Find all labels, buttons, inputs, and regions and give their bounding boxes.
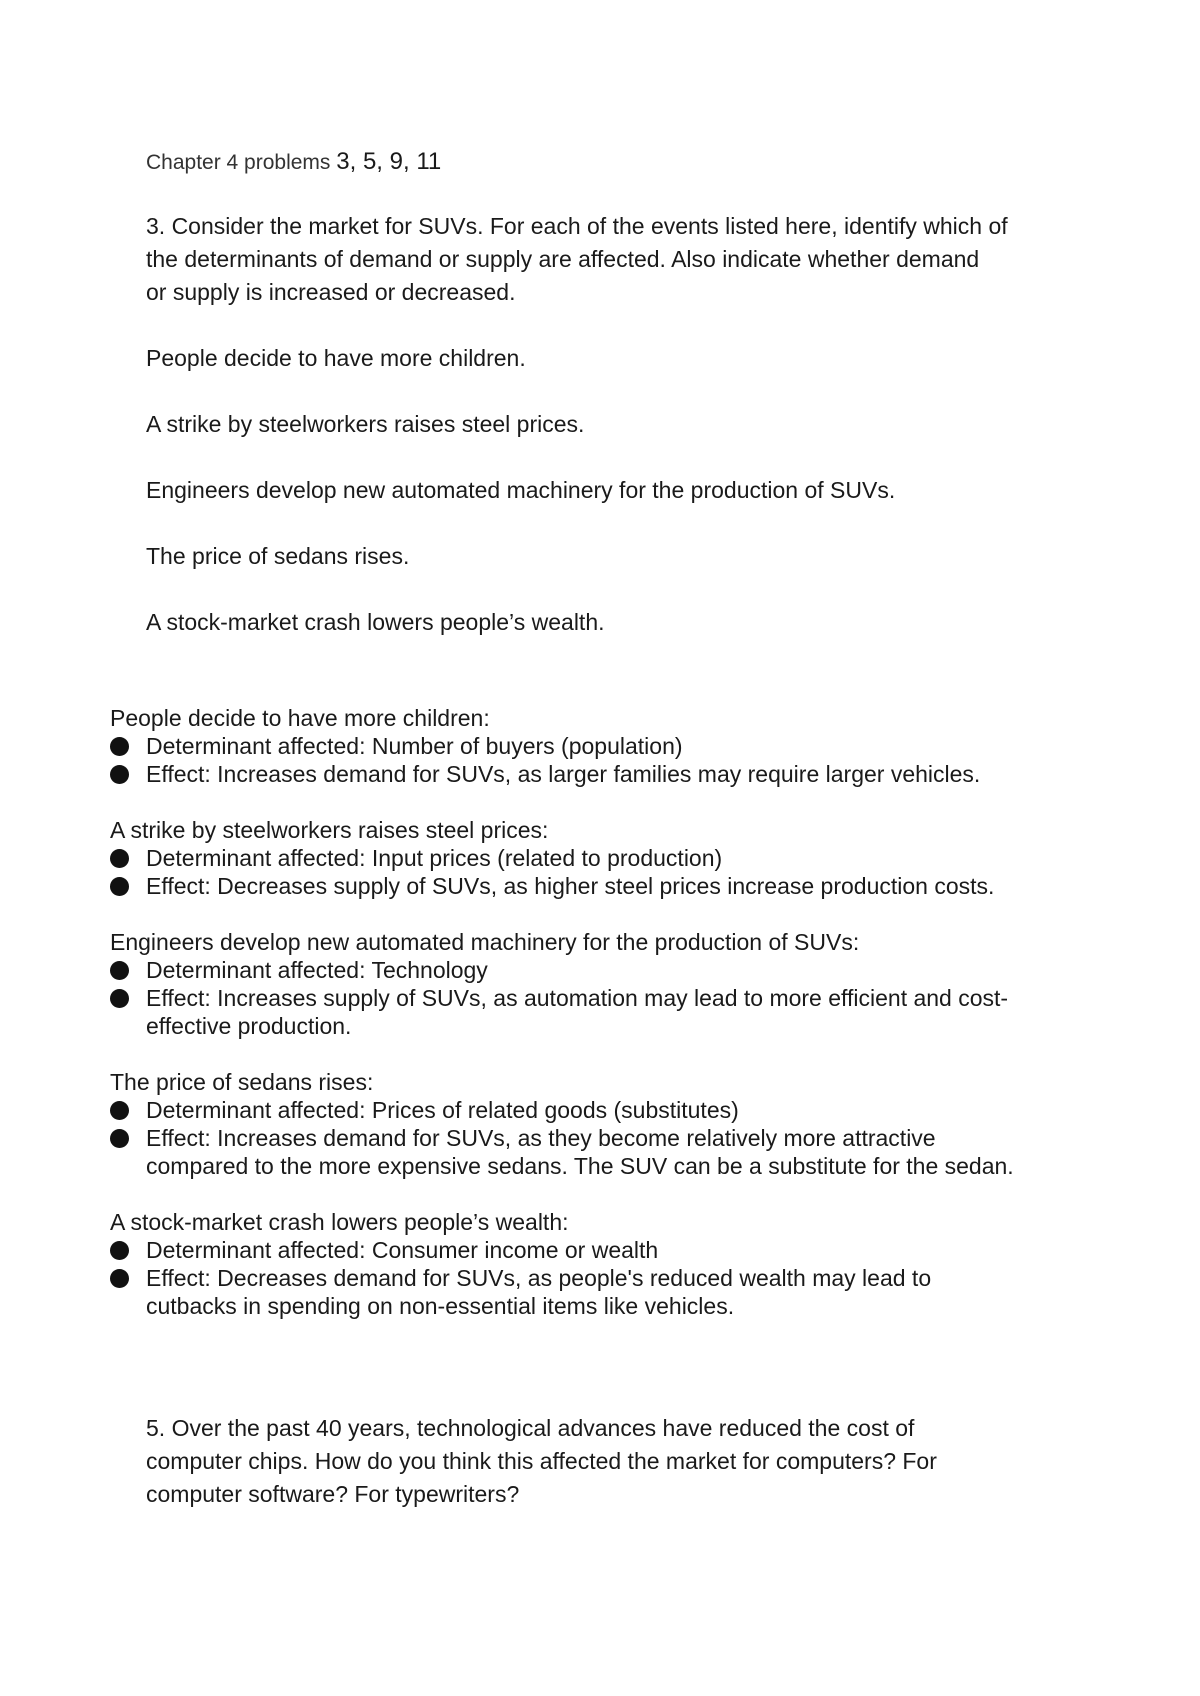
bullet-text: Effect: Decreases supply of SUVs, as higher steel prices increase production costs. [146,873,995,899]
bullet-text: Effect: Decreases demand for SUVs, as people's reduced wealth may lead to [146,1265,932,1291]
bullet-text: Determinant affected: Consumer income or wealth [146,1237,659,1263]
bullet-icon [110,1129,129,1148]
question-5-line: computer chips. How do you think this affected the market for computers? For [146,1448,937,1474]
bullet-icon [110,1101,129,1120]
answer-heading: Engineers develop new automated machinery for the production of SUVs: [110,929,860,955]
question-3-line: the determinants of demand or supply are affected. Also indicate whether demand [146,246,980,272]
bullet-text: Determinant affected: Input prices (related to production) [146,845,723,871]
answer-heading: A strike by steelworkers raises steel prices: [110,817,549,843]
bullet-icon [110,737,129,756]
event-item: The price of sedans rises. [146,543,410,569]
event-item: Engineers develop new automated machinery for the production of SUVs. [146,477,896,503]
answer-heading: A stock-market crash lowers people’s wealth: [110,1209,569,1235]
bullet-continuation: compared to the more expensive sedans. The SUV can be a substitute for the sedan. [146,1153,1014,1179]
bullet-text: Effect: Increases supply of SUVs, as automation may lead to more efficient and cost- [146,985,1009,1011]
bullet-text: Effect: Increases demand for SUVs, as larger families may require larger vehicles. [146,761,981,787]
bullet-icon [110,1269,129,1288]
bullet-text: Determinant affected: Prices of related goods (substitutes) [146,1097,739,1123]
bullet-icon [110,765,129,784]
question-3-line: 3. Consider the market for SUVs. For each of the events listed here, identify which of [146,213,1008,239]
event-item: People decide to have more children. [146,345,526,371]
event-item: A strike by steelworkers raises steel prices. [146,411,585,437]
bullet-continuation: effective production. [146,1013,352,1039]
answer-heading: The price of sedans rises: [110,1069,374,1095]
bullet-icon [110,961,129,980]
bullet-icon [110,877,129,896]
answer-heading: People decide to have more children: [110,705,490,731]
question-5-line: computer software? For typewriters? [146,1481,520,1507]
page-header [146,148,441,176]
bullet-text: Determinant affected: Technology [146,957,488,983]
header-prefix: Chapter 4 problems [146,151,337,174]
question-3-line: or supply is increased or decreased. [146,279,516,305]
question-5-line: 5. Over the past 40 years, technological advances have reduced the cost of [146,1415,915,1441]
bullet-icon [110,989,129,1008]
bullet-text: Effect: Increases demand for SUVs, as they become relatively more attractive [146,1125,936,1151]
event-item: A stock-market crash lowers people’s wealth. [146,609,605,635]
bullet-continuation: cutbacks in spending on non-essential items like vehicles. [146,1293,735,1319]
header-problem-numbers: 3, 5, 9, 11 [336,148,442,175]
bullet-icon [110,1241,129,1260]
bullet-icon [110,849,129,868]
bullet-text: Determinant affected: Number of buyers (population) [146,733,683,759]
